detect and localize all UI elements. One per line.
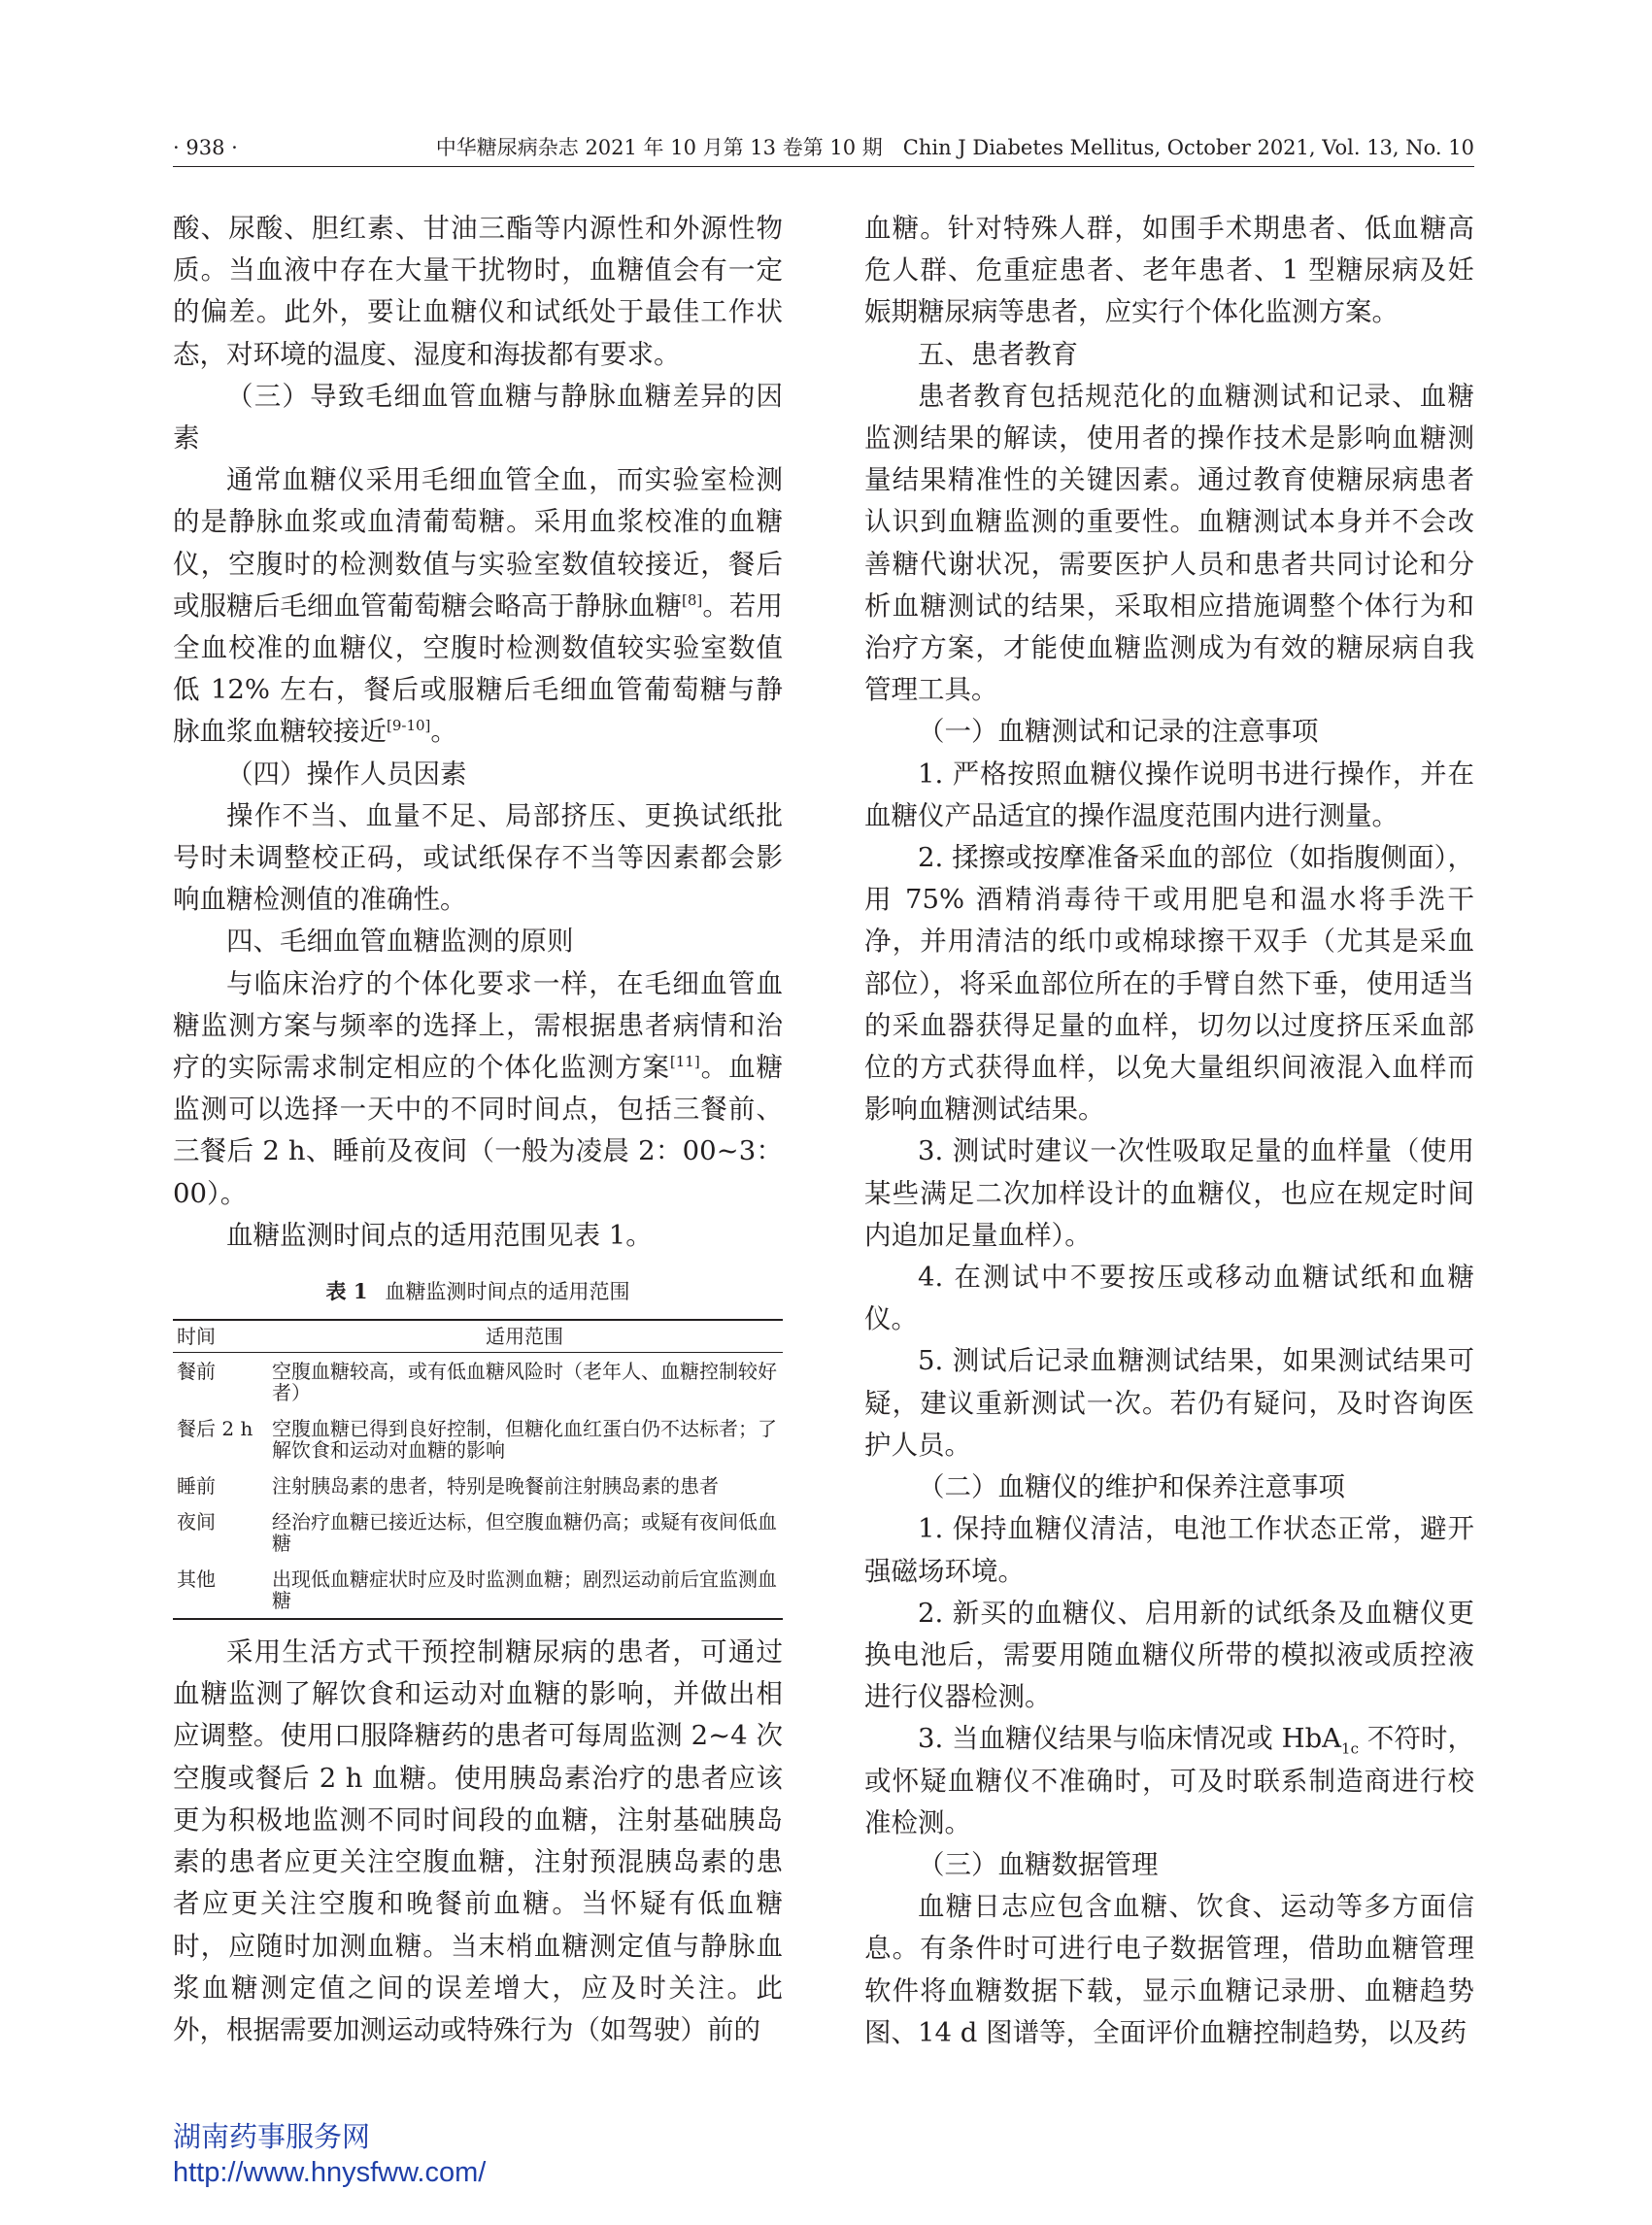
cell-time: 餐前	[177, 1360, 216, 1384]
text-run: 通常血糖仪采用毛细血管全血，而实验室检测的是静脉血浆或血清葡萄糖。采用血浆校准的血糖仪，空腹时的检测数值与实验室数值较接近，餐后或服糖后毛细血管葡萄糖会略高于静脉血糖	[173, 464, 783, 622]
paragraph-continued: 酸、尿酸、胆红素、甘油三酯等内源性和外源性物质。当血液中存在大量干扰物时，血糖值会有一定的偏差。此外，要让血糖仪和试纸处于最佳工作状态，对环境的温度、湿度和海拔都有要求。	[173, 213, 783, 370]
paragraph-data-management: 血糖日志应包含血糖、饮食、运动等多方面信息。有条件时可进行电子数据管理，借助血糖管理软件将血糖数据下载，显示血糖记录册、血糖趋势图、14 d 图谱等，全面评价血糖控制趋势，以及药	[864, 1891, 1474, 2048]
table-row	[173, 1353, 783, 1411]
watermark-url[interactable]: http://www.hnysfww.com/	[173, 2157, 487, 2188]
table-row	[173, 1467, 783, 1503]
table-label: 表 1	[325, 1279, 368, 1304]
text-run: 与临床治疗的个体化要求一样，在毛细血管血糖监测方案与频率的选择上，需根据患者病情和治疗的实际需求制定相应的个体化监测方案	[173, 967, 783, 1084]
paragraph-table-ref: 血糖监测时间点的适用范围见表 1。	[226, 1219, 653, 1251]
subscript: 1c	[1341, 1739, 1359, 1758]
text-run: 不符时，或怀疑血糖仪不准确时，可及时联系制造商进行校准检测。	[864, 1723, 1474, 1838]
cell-scope: 空腹血糖已得到良好控制，但糖化血红蛋白仍不达标者；了解饮食和运动对血糖的影响	[272, 1417, 777, 1463]
list-item	[864, 1718, 1474, 1844]
list-item: 1. 严格按照血糖仪操作说明书进行操作，并在血糖仪产品适宜的操作温度范围内进行测量。	[864, 758, 1474, 831]
subsection-heading-2: （二）血糖仪的维护和保养注意事项	[918, 1471, 1345, 1503]
table-row	[173, 1561, 783, 1619]
list-item: 5. 测试后记录血糖测试结果，如果测试结果可疑，建议重新测试一次。若仍有疑问，及时咨询医护人员。	[864, 1345, 1474, 1461]
list-item: 2. 揉擦或按摩准备采血的部位（如指腹侧面），用 75% 酒精消毒待干或用肥皂和温水将手洗干净，并用清洁的纸巾或棉球擦干双手（尤其是采血部位），将采血部位所在的手臂自然下垂，使用适当的采血器获得足量的血样，切勿以过度挤压采血部位的方式获得血样，以免大量组织间液混入血样而影响血糖测试结果。	[864, 842, 1474, 1126]
section-heading-4: 四、毛细血管血糖监测的原则	[226, 926, 574, 958]
cell-scope: 经治疗血糖已接近达标，但空腹血糖仍高；或疑有夜间低血糖	[272, 1510, 777, 1556]
section-heading-5: 五、患者教育	[918, 338, 1078, 370]
table-1	[173, 1276, 783, 1620]
paragraph-education: 患者教育包括规范化的血糖测试和记录、血糖监测结果的解读，使用者的操作技术是影响血糖测量结果精准性的关键因素。通过教育使糖尿病患者认识到血糖监测的重要性。血糖测试本身并不会改善糖代谢状况，需要医护人员和患者共同讨论和分析血糖测试的结果，采取相应措施调整个体行为和治疗方案，才能使血糖监测成为有效的糖尿病自我管理工具。	[864, 380, 1474, 706]
header-time: 时间	[173, 1320, 268, 1353]
cell-time: 餐后 2 h	[177, 1417, 253, 1441]
cell-scope: 注射胰岛素的患者，特别是晚餐前注射胰岛素的患者	[272, 1474, 719, 1499]
citation-11[interactable]: [11]	[669, 1052, 700, 1070]
left-column	[173, 208, 783, 2051]
table-row	[173, 1503, 783, 1561]
running-header	[173, 133, 1474, 167]
right-column	[864, 208, 1474, 2054]
cell-time: 夜间	[177, 1510, 216, 1534]
subsection-heading-1: （一）血糖测试和记录的注意事项	[918, 716, 1319, 748]
paragraph-principle	[173, 963, 783, 1215]
table-header-row	[173, 1320, 783, 1353]
text-run: 。血糖监测可以选择一天中的不同时间点，包括三餐前、三餐后 2 h、睡前及夜间（一般为凌晨 2：00~3：00）。	[173, 1052, 784, 1209]
cell-scope: 出现低血糖症状时应及时监测血糖；剧烈运动前后宜监测血糖	[272, 1568, 777, 1613]
text-run: 3. 当血糖仪结果与临床情况或 HbA	[918, 1723, 1342, 1755]
list-item: 4. 在测试中不要按压或移动血糖试纸和血糖仪。	[864, 1262, 1474, 1335]
subsection-heading-3: （三）血糖数据管理	[918, 1848, 1159, 1880]
table-title: 血糖监测时间点的适用范围	[385, 1280, 630, 1304]
cell-time: 睡前	[177, 1474, 216, 1499]
table-caption	[173, 1276, 783, 1307]
watermark	[173, 2120, 486, 2190]
paragraph-operator: 操作不当、血量不足、局部挤压、更换试纸批号时未调整校正码，或试纸保存不当等因素都会影响血糖检测值的准确性。	[173, 799, 783, 916]
text-run: 。	[430, 716, 457, 748]
page-number: · 938 ·	[173, 136, 238, 159]
table-row	[173, 1410, 783, 1467]
watermark-site-name: 湖南药事服务网	[173, 2122, 371, 2153]
cell-scope: 空腹血糖较高，或有低血糖风险时（老年人、血糖控制较好者）	[272, 1360, 777, 1405]
cell-time: 其他	[177, 1568, 216, 1592]
subsection-heading-4: （四）操作人员因素	[226, 758, 467, 790]
citation-9-10[interactable]: [9-10]	[387, 717, 431, 735]
journal-citation: 中华糖尿病杂志 2021 年 10 月第 13 卷第 10 期 Chin J Diabetes Mellitus, October 2021, Vol. 13, No. 10	[435, 136, 1474, 159]
list-item: 1. 保持血糖仪清洁，电池工作状态正常，避开强磁场环境。	[864, 1513, 1474, 1587]
monitoring-time-table	[173, 1319, 783, 1620]
paragraph-continued: 血糖。针对特殊人群，如围手术期患者、低血糖高危人群、危重症患者、老年患者、1 型糖尿病及妊娠期糖尿病等患者，应实行个体化监测方案。	[864, 213, 1474, 328]
paragraph-calibration	[173, 459, 783, 753]
list-item: 2. 新买的血糖仪、启用新的试纸条及血糖仪更换电池后，需要用随血糖仪所带的模拟液或质控液进行仪器检测。	[864, 1597, 1474, 1713]
text-run: 。若用全血校准的血糖仪，空腹时检测数值较实验室数值低 12% 左右，餐后或服糖后毛细血管葡萄糖与静脉血浆血糖较接近	[173, 590, 784, 748]
paragraph-lifestyle: 采用生活方式干预控制糖尿病的患者，可通过血糖监测了解饮食和运动对血糖的影响，并做出相应调整。使用口服降糖药的患者可每周监测 2~4 次空腹或餐后 2 h 血糖。使用胰岛素治疗的患者应该更为积极地监测不同时间段的血糖，注射基础胰岛素的患者应更关注空腹血糖，注射预混胰岛素的患者应更关注空腹和晚餐前血糖。当怀疑有低血糖时，应随时加测血糖。当末梢血糖测定值与静脉血浆血糖测定值之间的误差增大，应及时关注。此外，根据需要加测运动或特殊行为（如驾驶）前的	[173, 1636, 783, 2045]
list-item: 3. 测试时建议一次性吸取足量的血样量（使用某些满足二次加样设计的血糖仪，也应在规定时间内追加足量血样）。	[864, 1135, 1474, 1251]
subsection-heading-3: （三）导致毛细血管血糖与静脉血糖差异的因素	[173, 380, 783, 455]
citation-8[interactable]: [8]	[682, 590, 703, 609]
header-scope: 适用范围	[268, 1320, 783, 1353]
